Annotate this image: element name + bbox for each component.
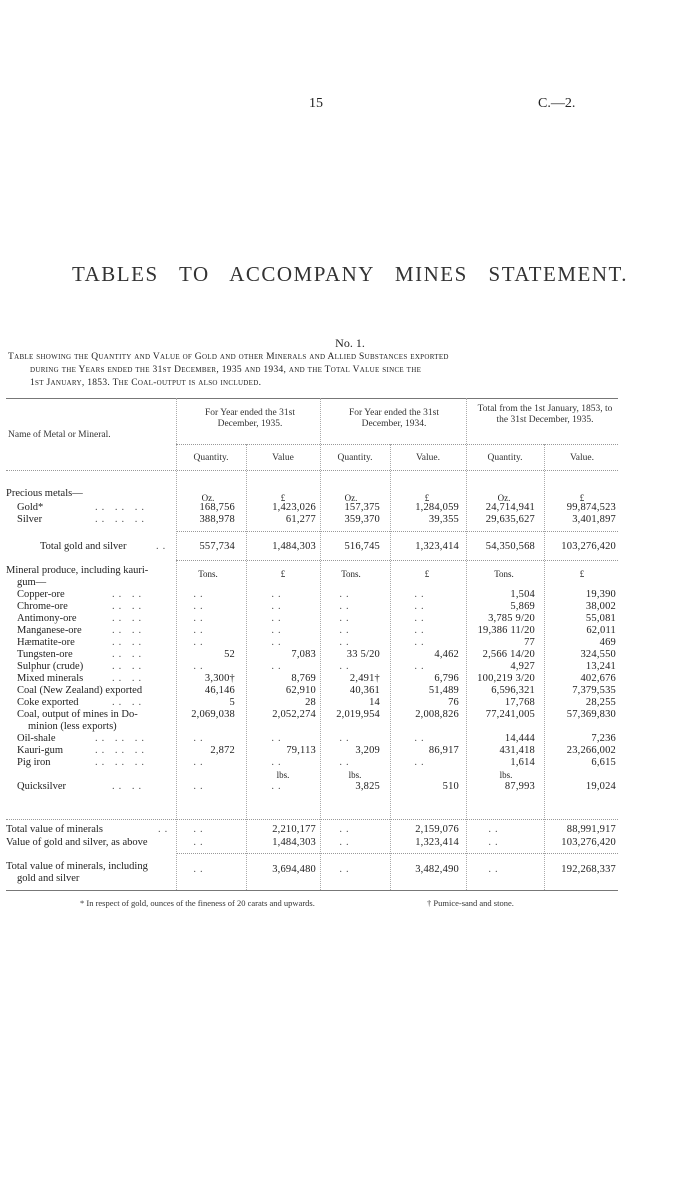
table-cell-q35: ..: [193, 589, 207, 600]
row-label: Quicksilver: [17, 781, 66, 792]
row-label: Total value of minerals, including: [6, 861, 148, 872]
table-cell-v34: ..: [414, 625, 428, 636]
table-cell-q35: 2,069,038: [191, 709, 235, 720]
subheader-rule: [176, 444, 618, 445]
leader-dots: .. .. ..: [95, 745, 148, 756]
table-cell-vt: 103,276,420: [561, 837, 616, 848]
table-cell-v35: 2,052,274: [272, 709, 316, 720]
table-cell-v35: 8,769: [291, 673, 316, 684]
table-bottom-rule: [6, 890, 618, 891]
row-label: Total value of minerals: [6, 824, 103, 835]
table-cell-vt: 38,002: [585, 601, 616, 612]
table-cell-v34: 51,489: [428, 685, 459, 696]
table-cell-v35: ..: [271, 625, 285, 636]
table-cell-vt: 469: [599, 637, 616, 648]
unit-label: lbs.: [276, 770, 290, 780]
leader-dots: .. .. ..: [95, 757, 148, 768]
table-cell-v34: ..: [414, 661, 428, 672]
table-cell-q34: ..: [339, 625, 353, 636]
table-cell-q34: ..: [339, 733, 353, 744]
table-cell-v35: ..: [271, 589, 285, 600]
table-cell-qt: 1,504: [510, 589, 535, 600]
table-cell-q35: ..: [193, 837, 207, 848]
row-label: Total gold and silver: [40, 541, 127, 552]
row-label: Gold*: [17, 502, 44, 513]
table-cell-q34: ..: [339, 864, 353, 875]
table-cell-vt: 3,401,897: [572, 514, 616, 525]
row-label: Mineral produce, including kauri-: [6, 565, 149, 576]
table-cell-vt: 99,874,523: [566, 502, 616, 513]
table-cell-v35: 62,910: [285, 685, 316, 696]
caption-line: during the Years ended the 31st December, 1935 and 1934, and the Total Value since the: [30, 365, 422, 375]
row-label: Coal (New Zealand) exported: [17, 685, 143, 696]
table-cell-v35: 1,423,026: [272, 502, 316, 513]
leader-dots: ..: [158, 824, 172, 835]
table-cell-q34: 516,745: [344, 541, 380, 552]
unit-label: £: [424, 569, 430, 579]
table-cell-vt: 324,550: [580, 649, 616, 660]
unit-label: £: [280, 493, 286, 503]
row-label: Mixed minerals: [17, 673, 84, 684]
table-cell-vt: 57,369,830: [566, 709, 616, 720]
table-cell-qt: 29,635,627: [485, 514, 535, 525]
table-cell-q35: ..: [193, 757, 207, 768]
column-divider: [390, 444, 391, 890]
unit-label: Tons.: [341, 569, 361, 579]
table-cell-q35: 52: [224, 649, 235, 660]
caption-line: Table showing the Quantity and Value of Gold and other Minerals and Allied Substances exported: [8, 352, 449, 362]
table-cell-vt: 55,081: [585, 613, 616, 624]
table-cell-v35: ..: [271, 601, 285, 612]
table-cell-v35: 1,484,303: [272, 541, 316, 552]
table-cell-vt: 402,676: [580, 673, 616, 684]
unit-label: Tons.: [198, 569, 218, 579]
row-label: Silver: [17, 514, 43, 525]
table-cell-q34: ..: [339, 601, 353, 612]
leader-dots: .. .. ..: [95, 502, 148, 513]
table-cell-q34: ..: [339, 824, 353, 835]
row-label: Precious metals—: [6, 488, 83, 499]
col-header-value: Value.: [569, 453, 594, 463]
table-cell-q35: 388,978: [199, 514, 235, 525]
col-header-quantity: Quantity.: [193, 453, 229, 463]
table-cell-qt: ..: [488, 864, 502, 875]
table-cell-v34: 1,323,414: [415, 837, 459, 848]
leader-dots: .. ..: [112, 589, 146, 600]
unit-label: Oz.: [201, 493, 215, 503]
table-cell-v34: 2,008,826: [415, 709, 459, 720]
table-cell-qt: ..: [488, 837, 502, 848]
header-bottom-rule: [6, 470, 618, 471]
table-cell-v34: ..: [414, 733, 428, 744]
row-label: Kauri-gum: [17, 745, 64, 756]
leader-dots: .. ..: [112, 697, 146, 708]
table-cell-vt: 28,255: [585, 697, 616, 708]
table-cell-v34: 39,355: [428, 514, 459, 525]
table-cell-q35: ..: [193, 824, 207, 835]
footnote-gold: * In respect of gold, ounces of the fineness of 20 carats and upwards.: [80, 898, 315, 908]
table-cell-qt: 431,418: [499, 745, 535, 756]
table-cell-v34: ..: [414, 601, 428, 612]
rule: [176, 531, 618, 532]
unit-label: Oz.: [344, 493, 358, 503]
unit-label: £: [280, 569, 286, 579]
table-cell-q34: ..: [339, 637, 353, 648]
table-cell-v35: 1,484,303: [272, 837, 316, 848]
table-cell-v35: ..: [271, 781, 285, 792]
table-cell-v35: ..: [271, 733, 285, 744]
table-cell-v35: 3,694,480: [272, 864, 316, 875]
table-cell-q34: 14: [369, 697, 380, 708]
table-cell-qt: ..: [488, 824, 502, 835]
column-divider: [246, 444, 247, 890]
table-cell-v35: ..: [271, 757, 285, 768]
page-number: 15: [309, 96, 323, 111]
row-label: Copper-ore: [17, 589, 65, 600]
table-cell-v34: 6,796: [434, 673, 459, 684]
table-cell-vt: 6,615: [591, 757, 616, 768]
document-reference: C.—2.: [538, 96, 576, 111]
table-cell-q34: ..: [339, 837, 353, 848]
table-cell-vt: 88,991,917: [566, 824, 616, 835]
row-label: Oil-shale: [17, 733, 56, 744]
rule: [6, 819, 618, 820]
col-header-quantity: Quantity.: [337, 453, 373, 463]
table-cell-qt: 5,869: [510, 601, 535, 612]
table-cell-q35: ..: [193, 733, 207, 744]
row-label: Coal, output of mines in Do-: [17, 709, 138, 720]
page-title: TABLES TO ACCOMPANY MINES STATEMENT.: [71, 262, 629, 286]
table-cell-v35: 61,277: [285, 514, 316, 525]
table-cell-q34: 2,019,954: [336, 709, 380, 720]
table-cell-q34: 33 5/20: [346, 649, 380, 660]
row-label: gold and silver: [17, 873, 80, 884]
table-cell-qt: 24,714,941: [485, 502, 535, 513]
table-cell-q35: 46,146: [204, 685, 235, 696]
col-header-value: Value: [272, 453, 294, 463]
table-cell-v35: 2,210,177: [272, 824, 316, 835]
table-cell-vt: 103,276,420: [561, 541, 616, 552]
leader-dots: .. ..: [112, 673, 146, 684]
table-cell-v35: 79,113: [286, 745, 316, 756]
table-cell-q35: 5: [229, 697, 235, 708]
table-cell-v35: 28: [305, 697, 316, 708]
table-cell-q35: ..: [193, 637, 207, 648]
leader-dots: ..: [156, 541, 170, 552]
table-cell-v34: ..: [414, 589, 428, 600]
row-label: Pig iron: [17, 757, 51, 768]
table-cell-qt: 87,993: [504, 781, 535, 792]
table-cell-q35: 2,872: [210, 745, 235, 756]
row-label: Coke exported: [17, 697, 79, 708]
row-label: Antimony-ore: [17, 613, 77, 624]
table-cell-vt: 7,236: [591, 733, 616, 744]
table-cell-q34: ..: [339, 757, 353, 768]
table-cell-q34: ..: [339, 613, 353, 624]
table-cell-v34: ..: [414, 757, 428, 768]
table-cell-q35: ..: [193, 781, 207, 792]
table-cell-v34: 76: [448, 697, 459, 708]
rule: [176, 853, 618, 854]
leader-dots: .. .. ..: [95, 514, 148, 525]
leader-dots: .. ..: [112, 637, 146, 648]
table-cell-qt: 17,768: [504, 697, 535, 708]
table-cell-vt: 62,011: [586, 625, 616, 636]
table-cell-qt: 2,566 14/20: [482, 649, 535, 660]
col-header-name: Name of Metal or Mineral.: [8, 430, 111, 440]
table-cell-qt: 6,596,321: [491, 685, 535, 696]
table-cell-qt: 19,386 11/20: [477, 625, 535, 636]
caption-line: 1st January, 1853. The Coal-output is also included.: [30, 378, 262, 388]
table-cell-q35: 168,756: [199, 502, 235, 513]
table-cell-q34: 40,361: [349, 685, 380, 696]
row-label: Hæmatite-ore: [17, 637, 75, 648]
table-number: No. 1.: [335, 336, 365, 350]
table-cell-v35: ..: [271, 661, 285, 672]
leader-dots: .. ..: [112, 601, 146, 612]
leader-dots: .. ..: [112, 613, 146, 624]
table-cell-vt: 13,241: [585, 661, 616, 672]
table-cell-q35: ..: [193, 625, 207, 636]
table-cell-q35: ..: [193, 661, 207, 672]
table-cell-qt: 4,927: [510, 661, 535, 672]
unit-label: lbs.: [499, 770, 513, 780]
table-top-rule: [6, 398, 618, 399]
table-cell-qt: 54,350,568: [485, 541, 535, 552]
table-cell-v35: ..: [271, 613, 285, 624]
table-cell-qt: 100,219 3/20: [477, 673, 535, 684]
row-label: Value of gold and silver, as above: [6, 837, 148, 848]
unit-label: £: [579, 493, 585, 503]
table-cell-qt: 14,444: [504, 733, 535, 744]
unit-label: lbs.: [348, 770, 362, 780]
table-cell-qt: 1,614: [510, 757, 535, 768]
row-label: gum—: [17, 577, 47, 588]
table-cell-q34: 359,370: [344, 514, 380, 525]
table-caption: [8, 351, 620, 390]
leader-dots: .. ..: [112, 625, 146, 636]
leader-dots: .. ..: [112, 649, 146, 660]
col-header-1935: For Year ended the 31st December, 1935.: [205, 408, 295, 429]
footnote-pumice: † Pumice-sand and stone.: [427, 898, 514, 908]
table-cell-vt: 192,268,337: [561, 864, 616, 875]
table-cell-vt: 19,390: [585, 589, 616, 600]
table-cell-q34: 3,209: [355, 745, 380, 756]
table-cell-qt: 77,241,005: [485, 709, 535, 720]
table-cell-v34: 2,159,076: [415, 824, 459, 835]
table-cell-vt: 19,024: [585, 781, 616, 792]
table-cell-q35: 3,300†: [204, 673, 235, 684]
row-label: Tungsten-ore: [17, 649, 73, 660]
col-header-total: Total from the 1st January, 1853, to the 31st December, 1935.: [477, 404, 613, 425]
table-cell-q34: ..: [339, 589, 353, 600]
table-cell-q35: 557,734: [199, 541, 235, 552]
table-cell-v34: ..: [414, 613, 428, 624]
table-cell-q34: 157,375: [344, 502, 380, 513]
table-cell-qt: 77: [524, 637, 535, 648]
table-cell-v35: 7,083: [291, 649, 316, 660]
leader-dots: .. .. ..: [95, 733, 148, 744]
row-label: minion (less exports): [28, 721, 117, 732]
rule: [176, 560, 618, 561]
table-cell-v34: 86,917: [428, 745, 459, 756]
unit-label: £: [424, 493, 430, 503]
table-cell-v34: 1,284,059: [415, 502, 459, 513]
row-label: Manganese-ore: [17, 625, 82, 636]
table-cell-q34: 2,491†: [349, 673, 380, 684]
table-cell-q35: ..: [193, 601, 207, 612]
column-divider: [544, 444, 545, 890]
col-header-1934: For Year ended the 31st December, 1934.: [349, 408, 439, 429]
unit-label: Oz.: [497, 493, 511, 503]
col-header-value: Value.: [415, 453, 440, 463]
row-label: Chrome-ore: [17, 601, 68, 612]
leader-dots: .. ..: [112, 661, 146, 672]
table-cell-v34: 510: [442, 781, 459, 792]
row-label: Sulphur (crude): [17, 661, 84, 672]
unit-label: Tons.: [494, 569, 514, 579]
column-divider: [320, 398, 321, 890]
table-cell-q34: 3,825: [355, 781, 380, 792]
table-cell-v34: 4,462: [434, 649, 459, 660]
table-cell-vt: 23,266,002: [566, 745, 616, 756]
table-cell-qt: 3,785 9/20: [488, 613, 535, 624]
table-cell-v34: 1,323,414: [415, 541, 459, 552]
table-cell-v35: ..: [271, 637, 285, 648]
leader-dots: .. ..: [112, 781, 146, 792]
table-cell-v34: ..: [414, 637, 428, 648]
table-cell-q34: ..: [339, 661, 353, 672]
col-header-quantity: Quantity.: [487, 453, 523, 463]
table-cell-vt: 7,379,535: [572, 685, 616, 696]
unit-label: £: [579, 569, 585, 579]
table-cell-v34: 3,482,490: [415, 864, 459, 875]
table-cell-q35: ..: [193, 864, 207, 875]
table-cell-q35: ..: [193, 613, 207, 624]
